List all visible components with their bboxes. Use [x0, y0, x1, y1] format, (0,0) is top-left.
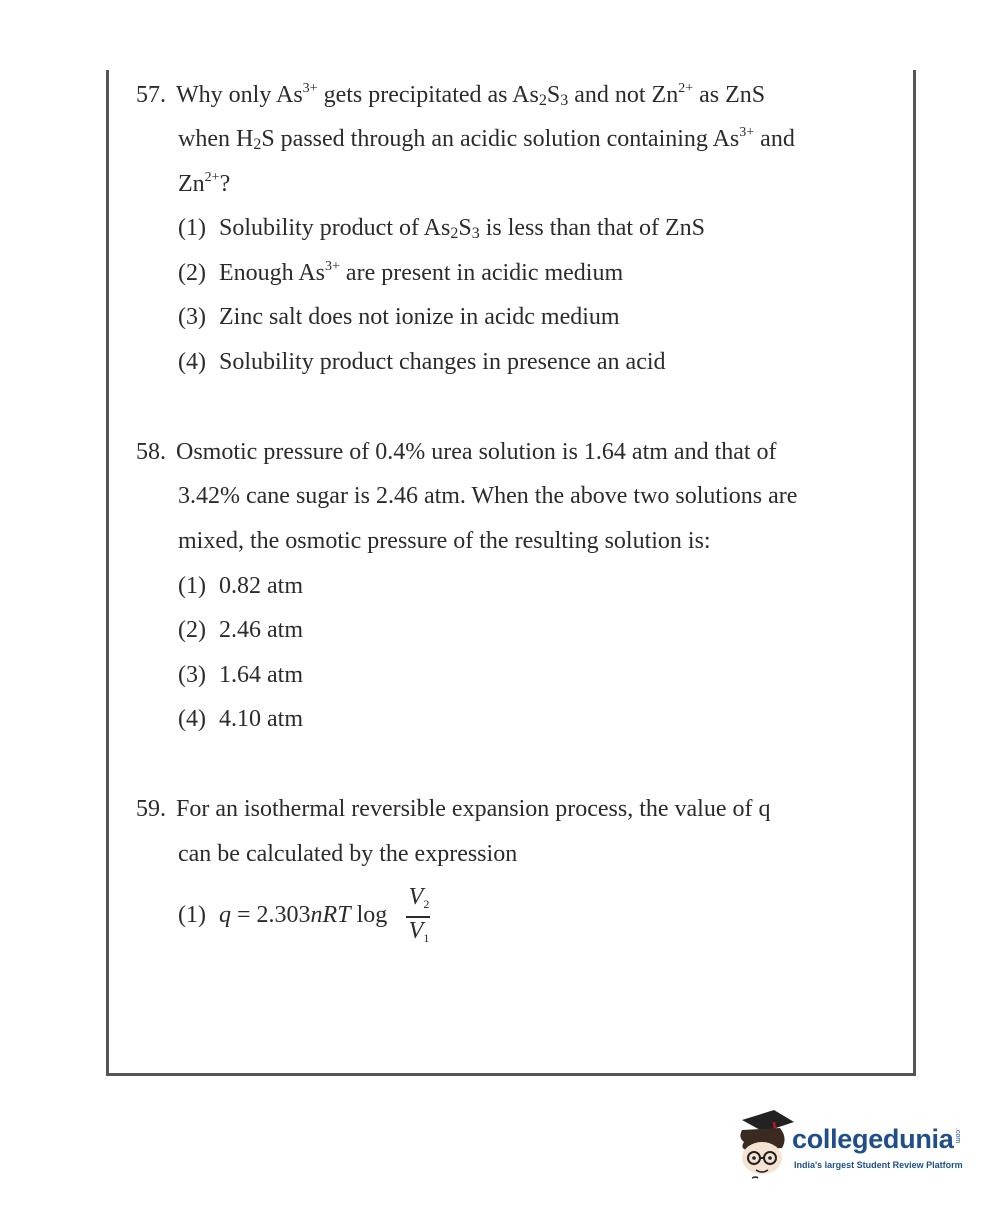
q57-number: 57. — [136, 82, 166, 108]
q58-option-3: (3) 1.64 atm — [178, 662, 303, 688]
q57-line2: when $H_2S$ passed through an acidic solution containing $As^{3+}$ and — [178, 125, 795, 153]
brand-name: collegedunia — [792, 1124, 954, 1154]
q58-line1: 58. Osmotic pressure of 0.4% urea solution is 1.64 atm and that of — [136, 439, 777, 465]
q59-line1: 59. For an isothermal reversible expansion process, the value of q — [136, 796, 771, 822]
q57-option-3: (3) Zinc salt does not ionize in acidc medium — [178, 304, 620, 330]
q57-option-1: (1) Solubility product of $As_2S_3$ is less than that of ZnS — [178, 215, 706, 242]
q57-option-4: (4) Solubility product changes in presence an acid — [178, 349, 666, 375]
q58-option-2: (2) 2.46 atm — [178, 617, 303, 643]
q57-line1: 57. Why only $As^{3+}$ gets precipitated as $As_2S_3$ and not $Zn^{2+}$ as ZnS — [136, 81, 766, 109]
q59-line2: can be calculated by the expression — [178, 841, 518, 867]
mascot-icon — [736, 1108, 796, 1180]
q58-option-4: (4) 4.10 atm — [178, 706, 303, 732]
q57-line3: $Zn^{2+}$? — [178, 170, 231, 197]
q57-option-2: (2) Enough $As^{3+}$ are present in acidic medium — [178, 259, 624, 286]
q59-number: 59. — [136, 796, 166, 822]
brand-tagline: India's largest Student Review Platform — [794, 1160, 963, 1170]
q58-option-1: (1) 0.82 atm — [178, 573, 303, 599]
collegedunia-logo — [736, 1108, 966, 1188]
q58-line3: mixed, the osmotic pressure of the resulting solution is: — [178, 528, 711, 554]
q58-number: 58. — [136, 439, 166, 465]
q58-line2: 3.42% cane sugar is 2.46 atm. When the above two solutions are — [178, 483, 798, 509]
brand-domain: .com — [954, 1128, 961, 1144]
